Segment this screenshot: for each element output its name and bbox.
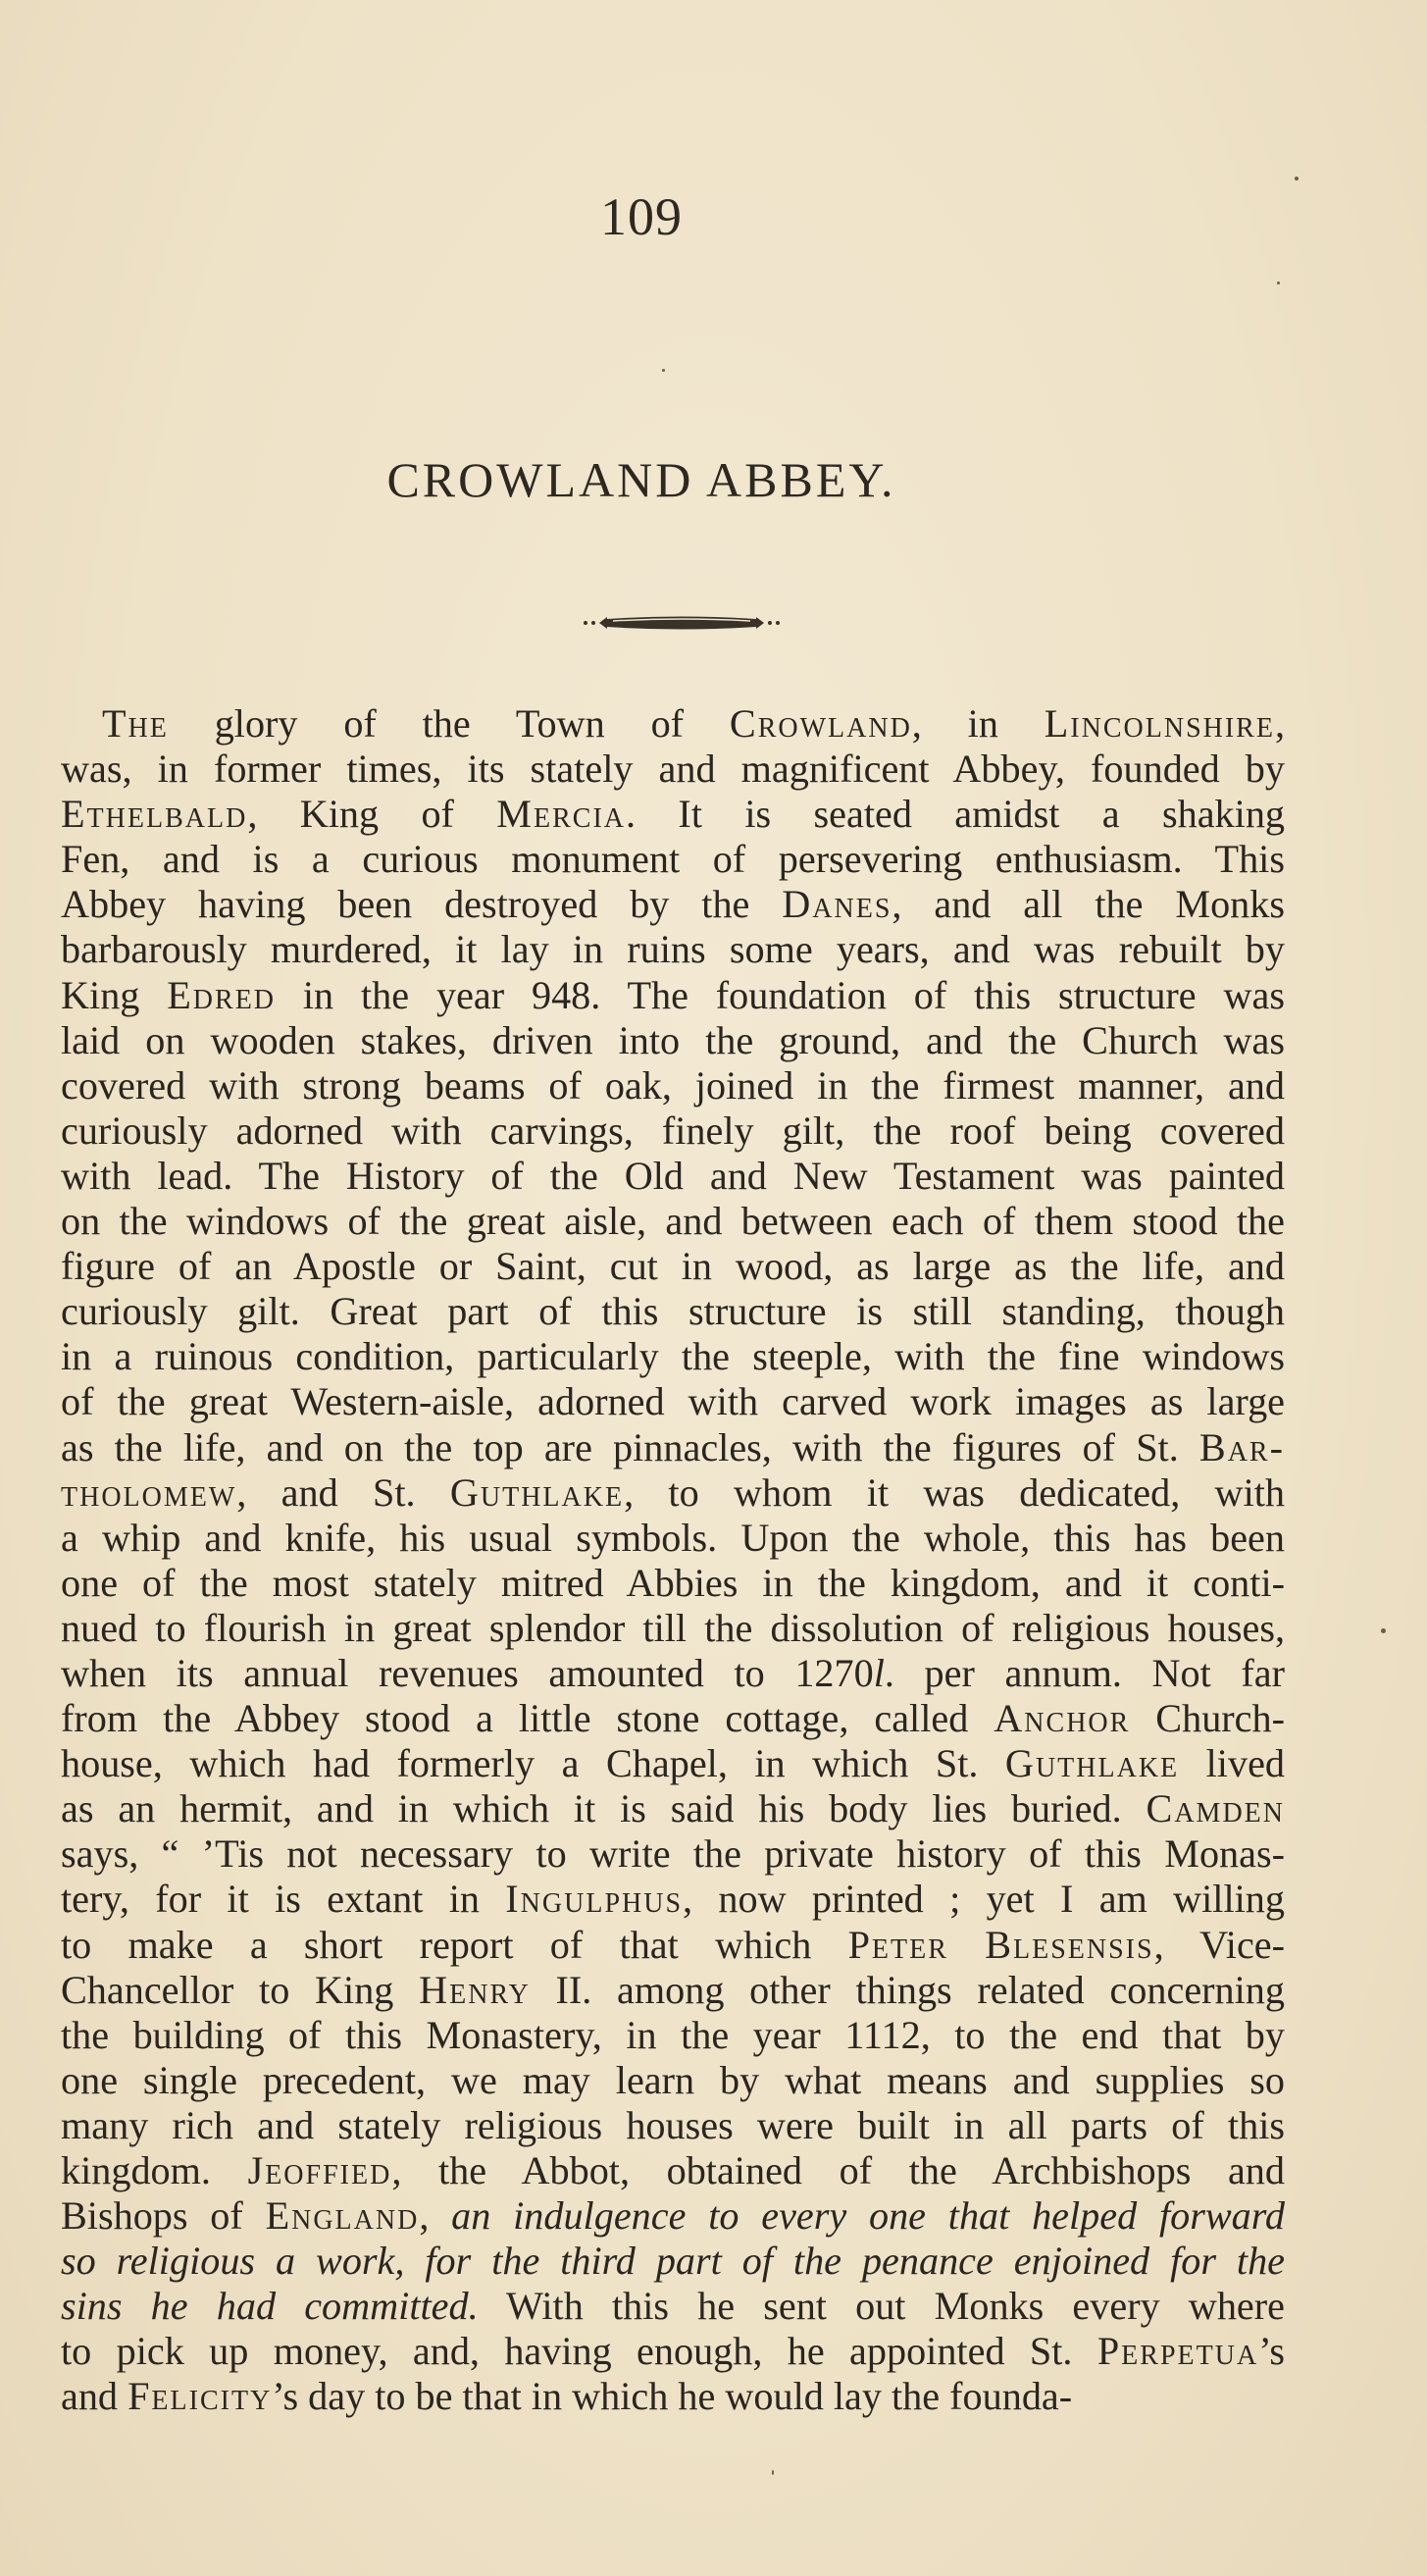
small-caps-span: Jeoffied [247,2148,392,2192]
text-span: Abbey having been destroyed by the [61,882,783,927]
small-caps-span: Lincolnshire [1044,701,1275,746]
text-line [61,1831,1285,1877]
text-span: one single precedent, we may learn by what means and supplies so [61,2057,1285,2102]
text-span: to make a short report of that which [61,1922,848,1967]
text-span: , to whom it was dedicated, with [624,1469,1285,1515]
text-line [61,1516,1285,1561]
text-line [61,1154,1285,1199]
text-span: , [419,2193,452,2239]
text-span: many rich and stately religious houses were built in all parts of this [61,2102,1285,2147]
small-caps-span: Mercia [496,792,627,837]
body-paragraph [61,701,1285,2420]
small-caps-span: Danes [782,882,892,927]
text-span: figure of an Apostle or Saint, cut in wood, as large as the life, and [61,1244,1285,1289]
text-line [61,2329,1285,2374]
text-span: , the Abbot, obtained of the Archbishops and [391,2148,1285,2192]
text-line [61,2193,1285,2239]
text-span: as the life, and on the top are pinnacles, with the figures of St. [61,1424,1199,1469]
text-line [61,1425,1285,1470]
text-span: , [1274,701,1285,746]
text-line [61,2103,1285,2148]
text-line [61,1199,1285,1244]
text-line [61,1968,1285,2013]
text-span: Chancellor to King [61,1967,420,2012]
small-caps-span: Felicity [127,2374,273,2419]
paper-speck [662,369,665,372]
text-line [61,1289,1285,1334]
ornament-divider [574,610,790,636]
text-span: King [61,972,168,1017]
text-span: the building of this Monastery, in the year 1112, to the end that by [61,2012,1285,2057]
text-span: with lead. The History of the Old and New Testament was painted [61,1153,1285,1198]
text-line [61,837,1285,882]
text-line [61,1244,1285,1289]
text-line [61,1334,1285,1379]
text-line [61,701,1285,747]
small-caps-span: Guthlake [1004,1741,1180,1786]
text-span [948,1923,985,1967]
italic-span: sins he had committed. [61,2284,479,2329]
text-line [61,1561,1285,1606]
text-span: on the windows of the great aisle, and between each of them stood the [61,1199,1285,1244]
small-caps-span: Blesensis [985,1922,1154,1967]
small-caps-span: England [265,2193,420,2239]
text-span: from the Abbey stood a little stone cottage, called [61,1696,994,1741]
text-line [61,1018,1285,1063]
text-span: kingdom. [61,2148,248,2192]
text-span: of the great Western-aisle, adorned with carved work images as large [61,1379,1285,1424]
text-line [61,1877,1285,1922]
italic-span: an indulgence to every one that helped forward [451,2193,1285,2239]
text-span: curiously gilt. Great part of this structure is still standing, though [61,1289,1285,1334]
text-line [61,1651,1285,1696]
text-line [61,2013,1285,2058]
text-span: as an hermit, and in which it is said his body lies buried. [61,1786,1147,1831]
text-line [61,1741,1285,1786]
text-line [61,882,1285,927]
text-line [61,2148,1285,2193]
text-span: , now printed ; yet I am willing [683,1877,1285,1922]
text-line [61,2058,1285,2103]
italic-span: l [873,1650,885,1695]
text-span: in the year 948. The foundation of this structure was [276,972,1285,1017]
text-line [61,973,1285,1018]
small-caps-span: Crowland [729,701,912,746]
text-line [61,2284,1285,2329]
text-line [61,1063,1285,1108]
text-span: . per annum. Not far [884,1650,1285,1695]
text-line [61,1470,1285,1516]
text-line [61,2239,1285,2284]
text-span: one of the most stately mitred Abbies in the kingdom, and it conti- [61,1560,1285,1605]
paper-speck [1295,177,1299,180]
small-caps-span: Perpetua [1096,2329,1259,2374]
small-caps-span: Bar- [1198,1424,1285,1469]
text-span: covered with strong beams of oak, joined in the firmest manner, and [61,1062,1285,1108]
small-caps-span: The [102,701,169,746]
text-span: , and all the Monks [892,882,1285,927]
text-span: ’s [1258,2329,1285,2374]
text-span: to pick up money, and, having enough, he appointed St. [61,2329,1097,2374]
text-line [61,747,1285,792]
text-line [61,1606,1285,1651]
text-line [61,1923,1285,1968]
italic-span: so religious a work, for the third part of the penance enjoined for the [61,2239,1285,2284]
text-span: tery, for it is extant in [61,1877,506,1922]
text-span: , King of [247,792,497,837]
text-span: ’s day to be that in which he would lay the founda- [272,2374,1073,2419]
small-caps-span: Anchor [994,1696,1131,1741]
paper-speck [1381,1628,1386,1633]
text-line [61,927,1285,972]
text-span: II. among other things related concerning [530,1967,1285,2012]
text-span: Bishops of [61,2193,266,2239]
text-span: , and St. [236,1469,450,1515]
text-span: Church- [1130,1696,1285,1741]
small-caps-span: Ethelbald [61,792,248,837]
text-span: With this he sent out Monks every where [478,2284,1285,2329]
small-caps-span: tholomew [61,1469,237,1515]
text-span: house, which had formerly a Chapel, in which St. [61,1741,1005,1786]
paper-speck [1277,282,1280,284]
text-line [61,1696,1285,1741]
text-line [61,1108,1285,1154]
chapter-title: CROWLAND ABBEY. [386,452,896,507]
text-span: curiously adorned with carvings, finely gilt, the roof being covered [61,1108,1285,1153]
text-line [61,2374,1285,2419]
text-span: says, “ ’Tis not necessary to write the private history of this Monas- [61,1831,1285,1877]
text-span: glory of the Town of [168,701,730,746]
small-caps-span: Guthlake [449,1469,625,1515]
text-span: barbarously murdered, it lay in ruins some years, and was rebuilt by [61,927,1285,972]
small-caps-span: Edred [167,972,277,1017]
text-span: , in [911,701,1045,746]
text-span: , Vice- [1153,1922,1285,1967]
text-span: in a ruinous condition, particularly the steeple, with the fine windows [61,1334,1285,1379]
text-span: nued to flourish in great splendor till the dissolution of religious houses, [61,1605,1285,1650]
text-span: . It is seated amidst a shaking [626,792,1285,837]
text-line [61,1786,1285,1831]
text-span: and [61,2374,128,2419]
text-span: laid on wooden stakes, driven into the ground, and the Church was [61,1017,1285,1062]
page-number: 109 [600,187,683,246]
text-span: was, in former times, its stately and magnificent Abbey, founded by [61,747,1285,792]
small-caps-span: Camden [1146,1786,1285,1831]
text-span: Fen, and is a curious monument of persevering enthusiasm. This [61,837,1285,882]
small-caps-span: Peter [847,1922,948,1967]
small-caps-span: Henry [419,1967,531,2012]
paper-speck [772,2470,774,2475]
text-line [61,1379,1285,1424]
small-caps-span: Ingulphus [505,1877,684,1922]
text-span: when its annual revenues amounted to 1270 [61,1650,874,1695]
text-span: a whip and knife, his usual symbols. Upon the whole, this has been [61,1515,1285,1560]
text-line [61,792,1285,837]
text-span: lived [1179,1741,1285,1786]
